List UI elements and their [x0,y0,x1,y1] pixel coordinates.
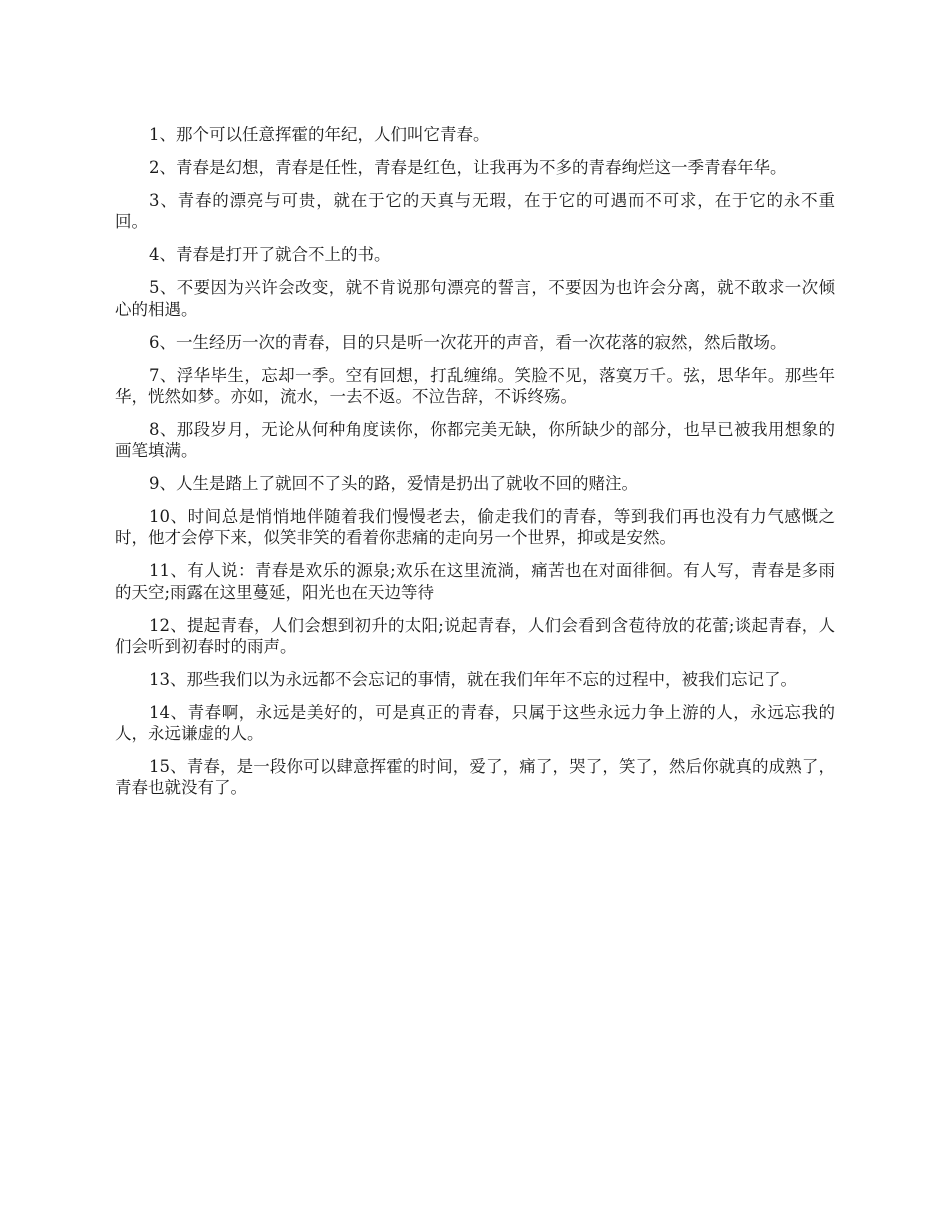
document-body [115,124,835,810]
paragraph-4: 4、青春是打开了就合不上的书。 [149,245,391,265]
paragraph-3: 3、青春的漂亮与可贵，就在于它的天真与无瑕，在于它的可遇而不可求，在于它的永不重回。 [115,190,835,232]
paragraph-11: 11、有人说：青春是欢乐的源泉;欢乐在这里流淌，痛苦也在对面徘徊。有人写，青春是多雨的天空;雨露在这里蔓延，阳光也在天边等待 [115,561,835,602]
paragraph-6: 6、一生经历一次的青春，目的只是听一次花开的声音，看一次花落的寂然，然后散场。 [149,332,787,352]
paragraph-12: 12、提起青春，人们会想到初升的太阳;说起青春，人们会看到含苞待放的花蕾;谈起青春，人们会听到初春时的雨声。 [115,615,835,656]
paragraph-10: 10、时间总是悄悄地伴随着我们慢慢老去，偷走我们的青春，等到我们再也没有力气感慨之时，他才会停下来，似笑非笑的看着你悲痛的走向另一个世界，抑或是安然。 [115,507,835,548]
paragraph-2: 2、青春是幻想，青春是任性，青春是红色，让我再为不多的青春绚烂这一季青春年华。 [149,157,787,177]
paragraph-15: 15、青春，是一段你可以肆意挥霍的时间，爱了，痛了，哭了，笑了，然后你就真的成熟了，青春也就没有了。 [115,757,835,798]
paragraph-9: 9、人生是踏上了就回不了头的路，爱情是扔出了就收不回的赌注。 [149,474,638,494]
paragraph-8: 8、那段岁月，无论从何种角度读你，你都完美无缺，你所缺少的部分，也早已被我用想象的画笔填满。 [115,419,835,461]
paragraph-5: 5、不要因为兴许会改变，就不肯说那句漂亮的誓言，不要因为也许会分离，就不敢求一次倾心的相遇。 [115,278,835,319]
paragraph-7: 7、浮华毕生，忘却一季。空有回想，打乱缠绵。笑脸不见，落寞万千。弦，思华年。那些年华，恍然如梦。亦如，流水，一去不返。不泣告辞，不诉终殇。 [115,365,835,406]
paragraph-13: 13、那些我们以为永远都不会忘记的事情，就在我们年年不忘的过程中，被我们忘记了。 [149,669,797,689]
paragraph-1: 1、那个可以任意挥霍的年纪，人们叫它青春。 [149,125,490,144]
paragraph-14: 14、青春啊，永远是美好的，可是真正的青春，只属于这些永远力争上游的人，永远忘我的人，永远谦虚的人。 [115,702,835,744]
